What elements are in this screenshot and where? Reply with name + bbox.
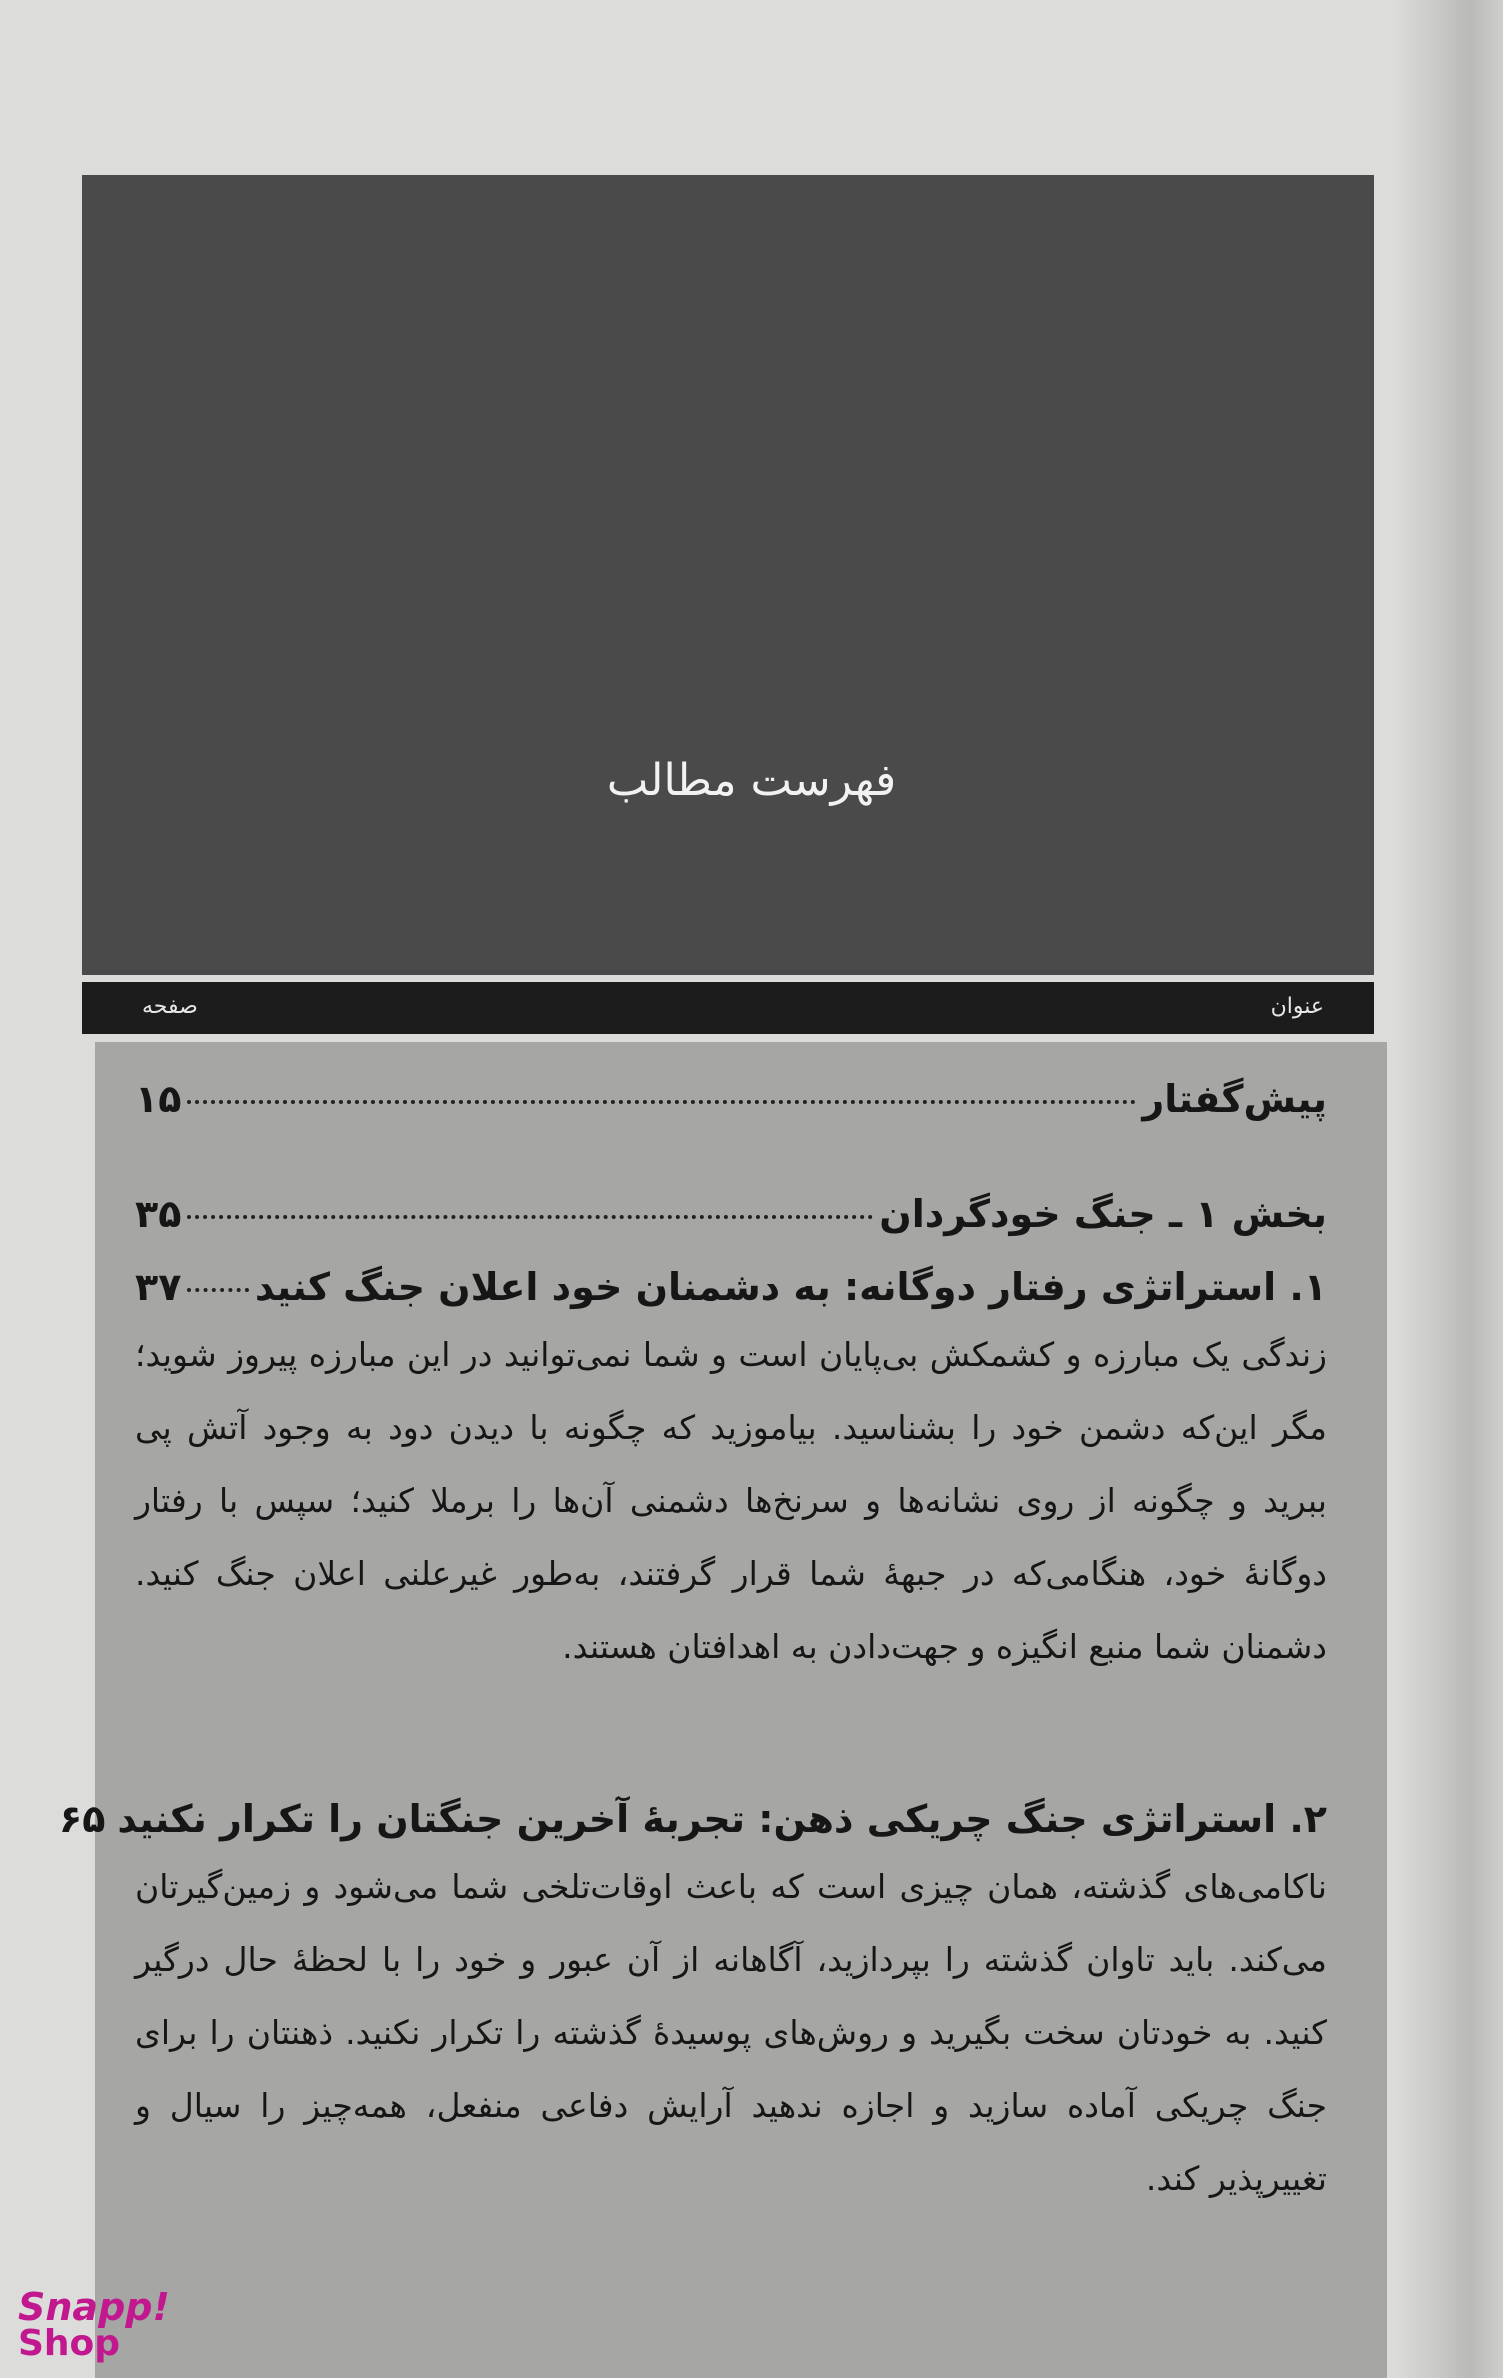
entry-title: ۲. استراتژی جنگ چریکی ذهن: تجربهٔ آخرین جنگتان را تکرار نکنید	[117, 1797, 1327, 1841]
entry-title: پیش‌گفتار	[1142, 1077, 1327, 1121]
entry-page-number: ۳۷	[135, 1265, 182, 1309]
toc-entry-chapter1	[135, 1263, 1327, 1683]
column-page-label: صفحه	[142, 994, 198, 1019]
logo-line-1: Snapp!	[18, 2285, 170, 2329]
page-edge	[1393, 0, 1503, 2378]
dot-leader	[187, 1100, 1136, 1104]
entry-page-number: ۶۵	[59, 1797, 106, 1841]
logo-line-2: Shop	[18, 2323, 121, 2364]
header-block	[82, 175, 1374, 975]
dot-leader	[187, 1215, 873, 1219]
entry-page-number: ۳۵	[135, 1192, 182, 1236]
entry-description: زندگی یک مبارزه و کشمکش بی‌پایان است و شما نمی‌توانید در این مبارزه پیروز شوید؛ مگر این‌که دشمن خود را بشناسید. بیاموزید که چگونه با دیدن دود به وجود آتش پی ببرید و چگونه از روی نشانه‌ها و سرنخ‌ها دشمنی آن‌ها را برملا کنید؛ سپس با رفتار دوگانهٔ خود، هنگامی‌که در جبههٔ شما قرار گرفتند، به‌طور غیرعلنی اعلان جنگ کنید. دشمنان شما منبع انگیزه و جهت‌دادن به اهدافتان هستند.	[135, 1335, 1327, 1667]
column-title-label: عنوان	[1270, 994, 1324, 1019]
entry-page-number: ۱۵	[135, 1077, 182, 1121]
snappshop-logo	[18, 2285, 170, 2364]
toc-entry-part1	[135, 1190, 1327, 1239]
page-title: فهرست مطالب	[606, 755, 897, 806]
toc-entry-chapter2	[59, 1795, 1327, 2215]
entry-title: ۱. استراتژی رفتار دوگانه: به دشمنان خود اعلان جنگ کنید	[254, 1265, 1327, 1309]
dot-leader	[187, 1288, 248, 1292]
entry-title: بخش ۱ ـ جنگ خودگردان	[879, 1192, 1327, 1236]
toc-entry-foreword	[135, 1075, 1327, 1124]
entry-description: ناکامی‌های گذشته، همان چیزی است که باعث اوقات‌تلخی شما می‌شود و زمین‌گیرتان می‌کند. باید تاوان گذشته را بپردازید، آگاهانه از آن عبور و خود را با لحظهٔ حال درگیر کنید. به خودتان سخت بگیرید و روش‌های پوسیدهٔ گذشته را تکرار نکنید. ذهنتان را برای جنگ چریکی آماده سازید و اجازه ندهید آرایش دفاعی منفعل، همه‌چیز را سیال و تغییرپذیر کند.	[135, 1867, 1327, 2199]
column-header-bar	[82, 982, 1374, 1034]
